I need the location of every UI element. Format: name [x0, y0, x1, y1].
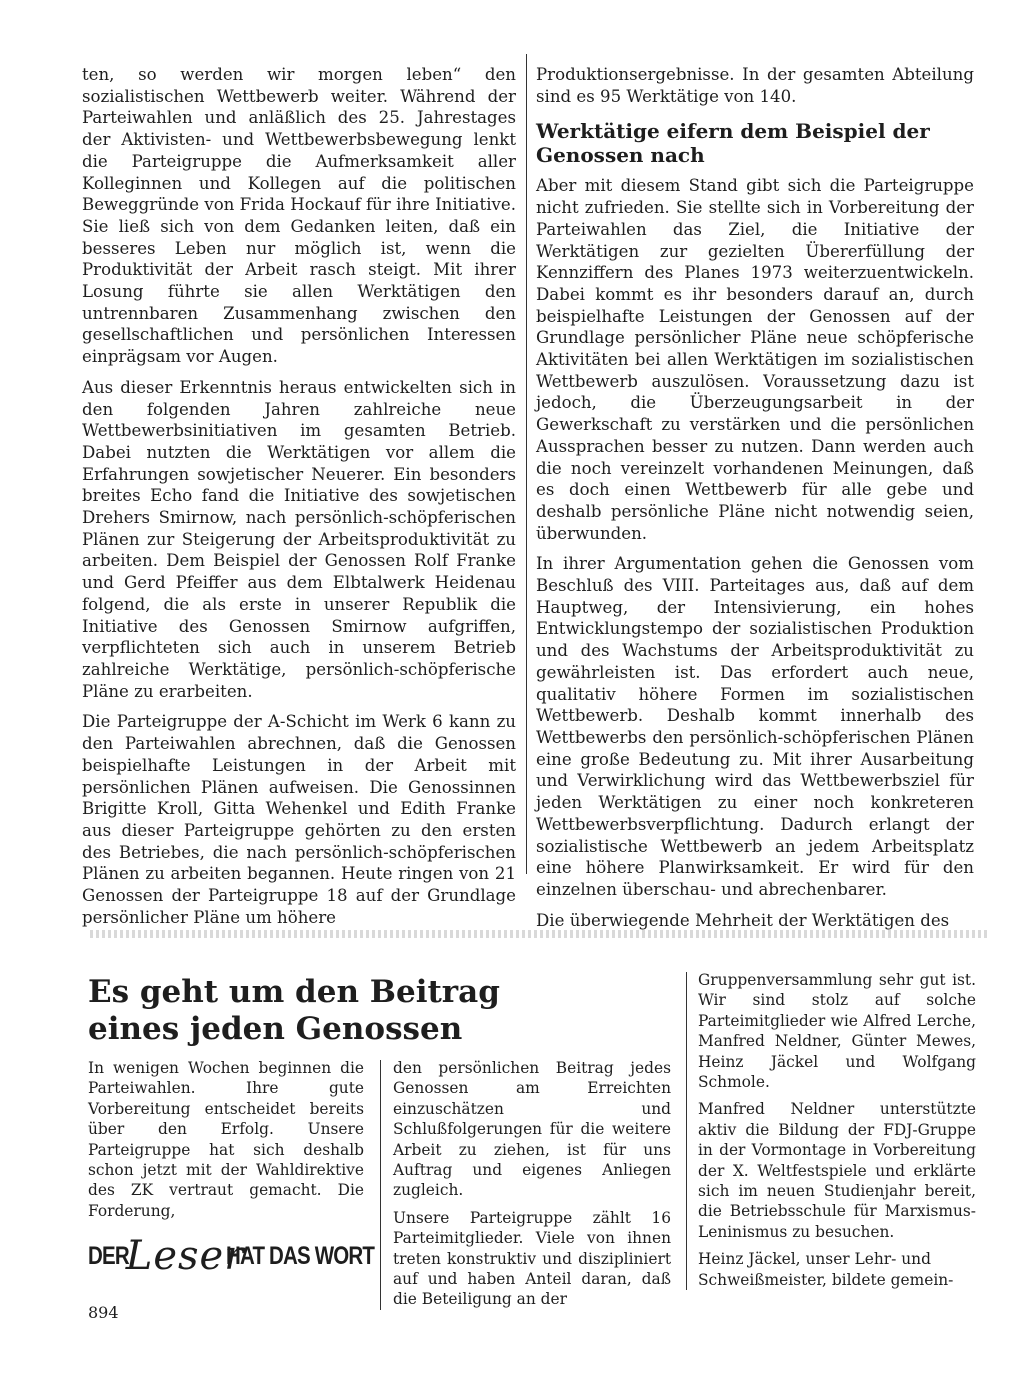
- bottom-column-3: [698, 970, 976, 1297]
- column-divider: [686, 972, 687, 1290]
- paragraph: Produktionsergebnisse. In der gesamten Abteilung sind es 95 Werktätige von 140.: [536, 65, 974, 106]
- column-divider: [526, 54, 527, 874]
- paragraph: In wenigen Wochen beginnen die Parteiwahlen. Ihre gute Vorbereitung entscheidet bereits über den Erfolg. Unsere Parteigruppe hat sich deshalb schon jetzt mit der Wahldirektive des ZK vertraut gemacht. Die Forderung,: [88, 1059, 364, 1220]
- column-divider: [380, 1060, 381, 1310]
- paragraph: den persönlichen Beitrag jedes Genossen am Erreichten einzuschätzen und Schlußfolgerungen für die weitere Arbeit zu ziehen, ist für uns Auftrag und eigenes Anliegen zugleich.: [393, 1059, 671, 1200]
- paragraph: Gruppenversammlung sehr gut ist. Wir sind stolz auf solche Parteimitglieder wie Alfred Lerche, Manfred Neldner, Günter Mewes, Heinz Jäckel und Wolfgang Schmole.: [698, 971, 976, 1092]
- section-separator: [90, 930, 990, 938]
- paragraph: ten, so werden wir morgen leben“ den sozialistischen Wettbewerb weiter. Während der Parteiwahlen und anläßlich des 25. Jahrestages der Aktivisten- und Wettbewerbsbewegung lenkt die Parteigruppe die Aufmerksamkeit aller Kolleginnen und Kollegen auf die politischen Beweggründe von Frida Hockauf für ihre Initiative. Sie ließ sich von dem Gedanken leiten, daß ein besseres Leben nur möglich ist, wenn die Produktivität der Arbeit rasch steigt. Mit ihrer Losung führte sie allen Werktätigen den untrennbaren Zusammenhang zwischen den gesellschaftlichen und persönlichen Interessen einprägsam vor Augen.: [82, 65, 516, 367]
- paragraph: Aber mit diesem Stand gibt sich die Parteigruppe nicht zufrieden. Sie stellte sich in Vorbereitung der Parteiwahlen das Ziel, die Initiative der Werktätigen zur gezielten Übererfüllung der Kennziffern des Planes 1973 weiterzuentwickeln. Dabei kommt es ihr besonders darauf an, durch beispielhafte Leistungen der Genossen auf der Grundlage persönlicher Pläne neue schöpferische Aktivitäten bei allen Werktätigen im sozialistischen Wettbewerb auszulösen. Voraussetzung dazu ist jedoch, die Überzeugungsarbeit in der Gewerkschaft zu verstärken und die persönlichen Aussprachen besser zu nutzen. Dann werden auch die noch vereinzelt vorhandenen Meinungen, daß es doch einen Wettbewerb für alle gebe und deshalb persönliche Pläne nicht notwendig seien, überwunden.: [536, 176, 974, 543]
- leser-hat-das-wort-logo: [88, 1232, 375, 1280]
- paragraph: In ihrer Argumentation gehen die Genossen vom Beschluß des VIII. Parteitages aus, daß auf dem Hauptweg, der Intensivierung, ein hohes Entwicklungstempo der sozialistischen Produktion und des Wachstums der Arbeitsproduktivität zu gewährleisten ist. Das erfordert auch neue, qualitativ höhere Formen im sozialistischen Wettbewerb. Deshalb kommt innerhalb des Wettbewerbs den persönlich-schöpferischen Plänen eine große Bedeutung zu. Mit ihrer Ausarbeitung und Verwirklichung wird das Wettbewerbsziel für jeden Werktätigen zu einer noch konkreteren Wettbewerbsverpflichtung. Dadurch erlangt der sozialistische Wettbewerb an jedem Arbeitsplatz eine höhere Planwirksamkeit. Er wird für den einzelnen überschau- und abrechenbarer.: [536, 554, 974, 899]
- top-column-left: [82, 64, 516, 928]
- logo-text-left: DER: [88, 1241, 129, 1270]
- logo-text-right: HAT DAS WORT: [226, 1241, 375, 1270]
- paragraph: Aus dieser Erkenntnis heraus entwickelten sich in den folgenden Jahren zahlreiche neue Wettbewerbsinitiativen im gesamten Betrieb. Dabei nutzten die Werktätigen vor allem die Erfahrungen sowjetischer Neuerer. Ein besonders breites Echo fand die Initiative des sowjetischen Drehers Smirnow, nach persönlich-schöpferischen Plänen zur Steigerung der Arbeitsproduktivität zu arbeiten. Dem Beispiel der Genossen Rolf Franke und Gerd Pfeiffer aus dem Elbtalwerk Heidenau folgend, die als erste in unserer Republik die Initiative des Genossen Smirnow aufgriffen, verpflichteten sich auch in unserem Betrieb zahlreiche Werktätige, persönlich-schöpferische Pläne zu erarbeiten.: [82, 377, 516, 701]
- paragraph: Heinz Jäckel, unser Lehr- und Schweißmeister, bildete gemein-: [698, 1250, 954, 1289]
- paragraph: Unsere Parteigruppe zählt 16 Parteimitglieder. Viele von ihnen treten konstruktiv und diszipliniert auf und haben Anteil daran, daß die Beteiligung an der: [393, 1208, 671, 1309]
- bottom-column-1: [88, 1058, 364, 1228]
- paragraph: Die überwiegende Mehrheit der Werktätigen des: [536, 910, 950, 930]
- top-column-right: [536, 64, 974, 931]
- article-headline: Es geht um den Beitrag eines jeden Genossen: [88, 974, 500, 1047]
- section-subheading: Werktätige eifern dem Beispiel der Genossen nach: [536, 119, 930, 168]
- paragraph: Manfred Neldner unterstützte aktiv die Bildung der FDJ-Gruppe in der Vormontage in Vorbereitung der X. Weltfestspiele und erklärte sich im neuen Studienjahr bereit, die Betriebsschule für Marxismus-Leninismus zu besuchen.: [698, 1100, 976, 1241]
- paragraph: Die Parteigruppe der A-Schicht im Werk 6 kann zu den Parteiwahlen abrechnen, daß die Genossen beispielhafte Leistungen in der Arbeit mit persönlichen Plänen aufweisen. Die Genossinnen Brigitte Kroll, Gitta Wehenkel und Edith Franke aus dieser Parteigruppe gehörten zu den ersten des Betriebes, die nach persönlich-schöpferischen Plänen zu arbeiten begannen. Heute ringen von 21 Genossen der Parteigruppe 18 auf der Grundlage persönlicher Pläne um höhere: [82, 712, 516, 927]
- page-number: 894: [88, 1303, 119, 1322]
- logo-script-text: Leser: [125, 1233, 245, 1279]
- bottom-column-2: [393, 1058, 671, 1317]
